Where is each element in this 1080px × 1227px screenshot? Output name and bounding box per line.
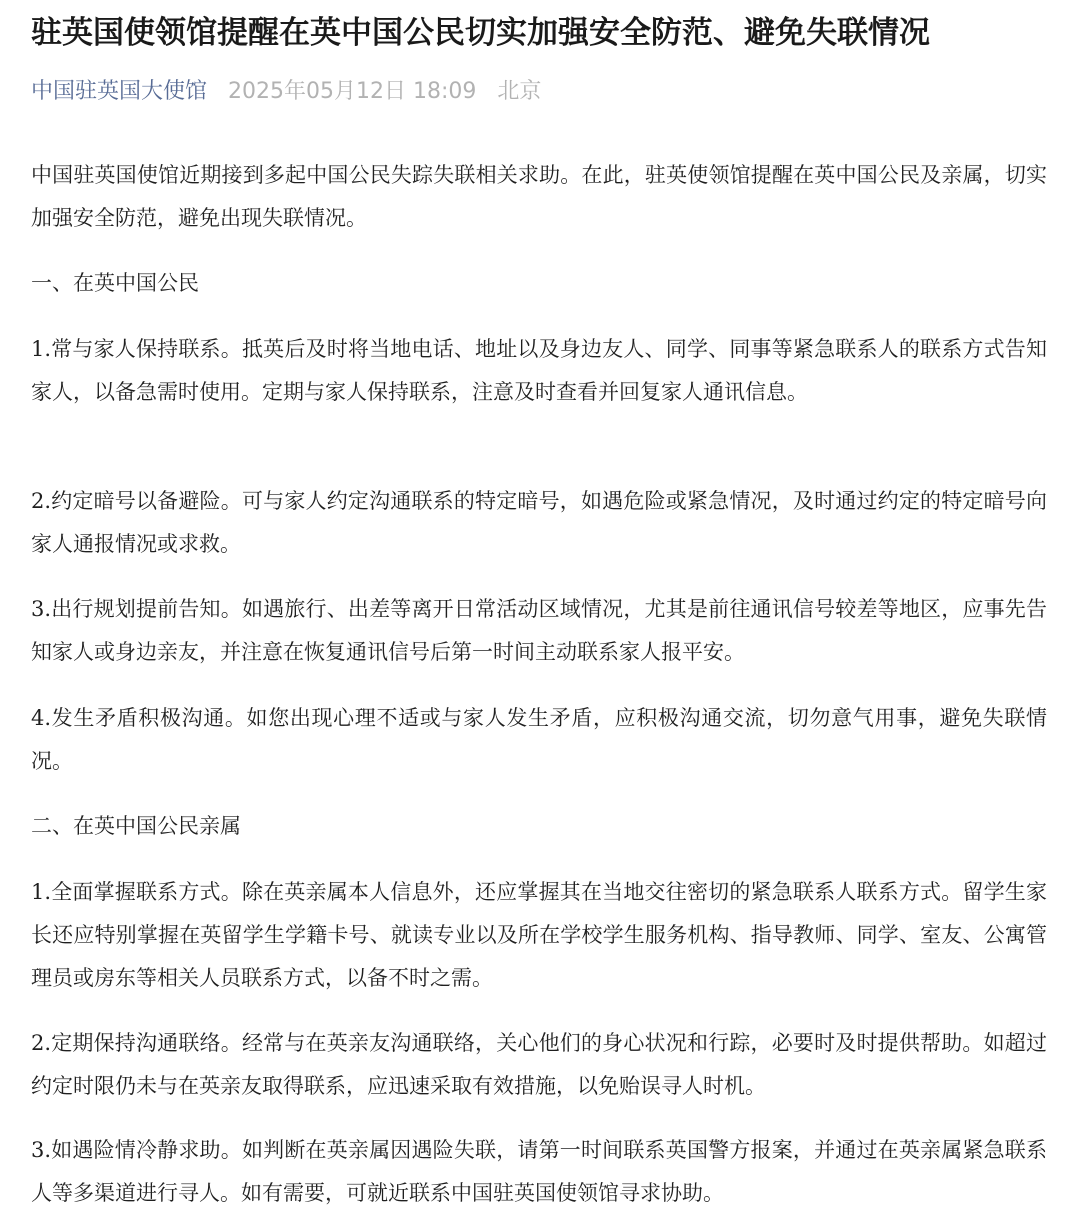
intro-paragraph: 中国驻英国使馆近期接到多起中国公民失踪失联相关求助。在此，驻英使领馆提醒在英中国公民及亲属，切实加强安全防范，避免出现失联情况。 — [31, 163, 1047, 230]
article-meta — [31, 72, 541, 112]
section-paragraph: 1.全面掌握联系方式。除在英亲属本人信息外，还应掌握其在当地交往密切的紧急联系人联系方式。留学生家长还应特别掌握在英留学生学籍卡号、就读专业以及所在学校学生服务机构、指导教师、同学、室友、公寓管理员或房东等相关人员联系方式，以备不时之需。 — [31, 880, 1047, 990]
section-paragraph: 1.常与家人保持联系。抵英后及时将当地电话、地址以及身边友人、同学、同事等紧急联系人的联系方式告知家人，以备急需时使用。定期与家人保持联系，注意及时查看并回复家人通讯信息。 — [31, 337, 1047, 404]
publish-location: 北京 — [497, 79, 542, 104]
publish-date: 2025年05月12日 18:09 — [228, 79, 477, 104]
section-heading: 二、在英中国公民亲属 — [31, 814, 241, 838]
section-paragraph: 3.出行规划提前告知。如遇旅行、出差等离开日常活动区域情况，尤其是前往通讯信号较差等地区，应事先告知家人或身边亲友，并注意在恢复通讯信号后第一时间主动联系家人报平安。 — [31, 597, 1047, 664]
section-paragraph: 2.定期保持沟通联络。经常与在英亲友沟通联络，关心他们的身心状况和行踪，必要时及时提供帮助。如超过约定时限仍未与在英亲友取得联系，应迅速采取有效措施，以免贻误寻人时机。 — [31, 1031, 1047, 1098]
section-paragraph: 3.如遇险情冷静求助。如判断在英亲属因遇险失联，请第一时间联系英国警方报案，并通过在英亲属紧急联系人等多渠道进行寻人。如有需要，可就近联系中国驻英国使领馆寻求协助。 — [31, 1138, 1047, 1205]
section-paragraph: 4.发生矛盾积极沟通。如您出现心理不适或与家人发生矛盾，应积极沟通交流，切勿意气用事，避免失联情况。 — [31, 706, 1047, 773]
source-account-link[interactable]: 中国驻英国大使馆 — [31, 79, 208, 104]
article-title: 驻英国使领馆提醒在英中国公民切实加强安全防范、避免失联情况 — [31, 15, 930, 51]
section-paragraph: 2.约定暗号以备避险。可与家人约定沟通联系的特定暗号，如遇危险或紧急情况，及时通过约定的特定暗号向家人通报情况或求救。 — [31, 489, 1047, 556]
section-heading: 一、在英中国公民 — [31, 271, 199, 295]
